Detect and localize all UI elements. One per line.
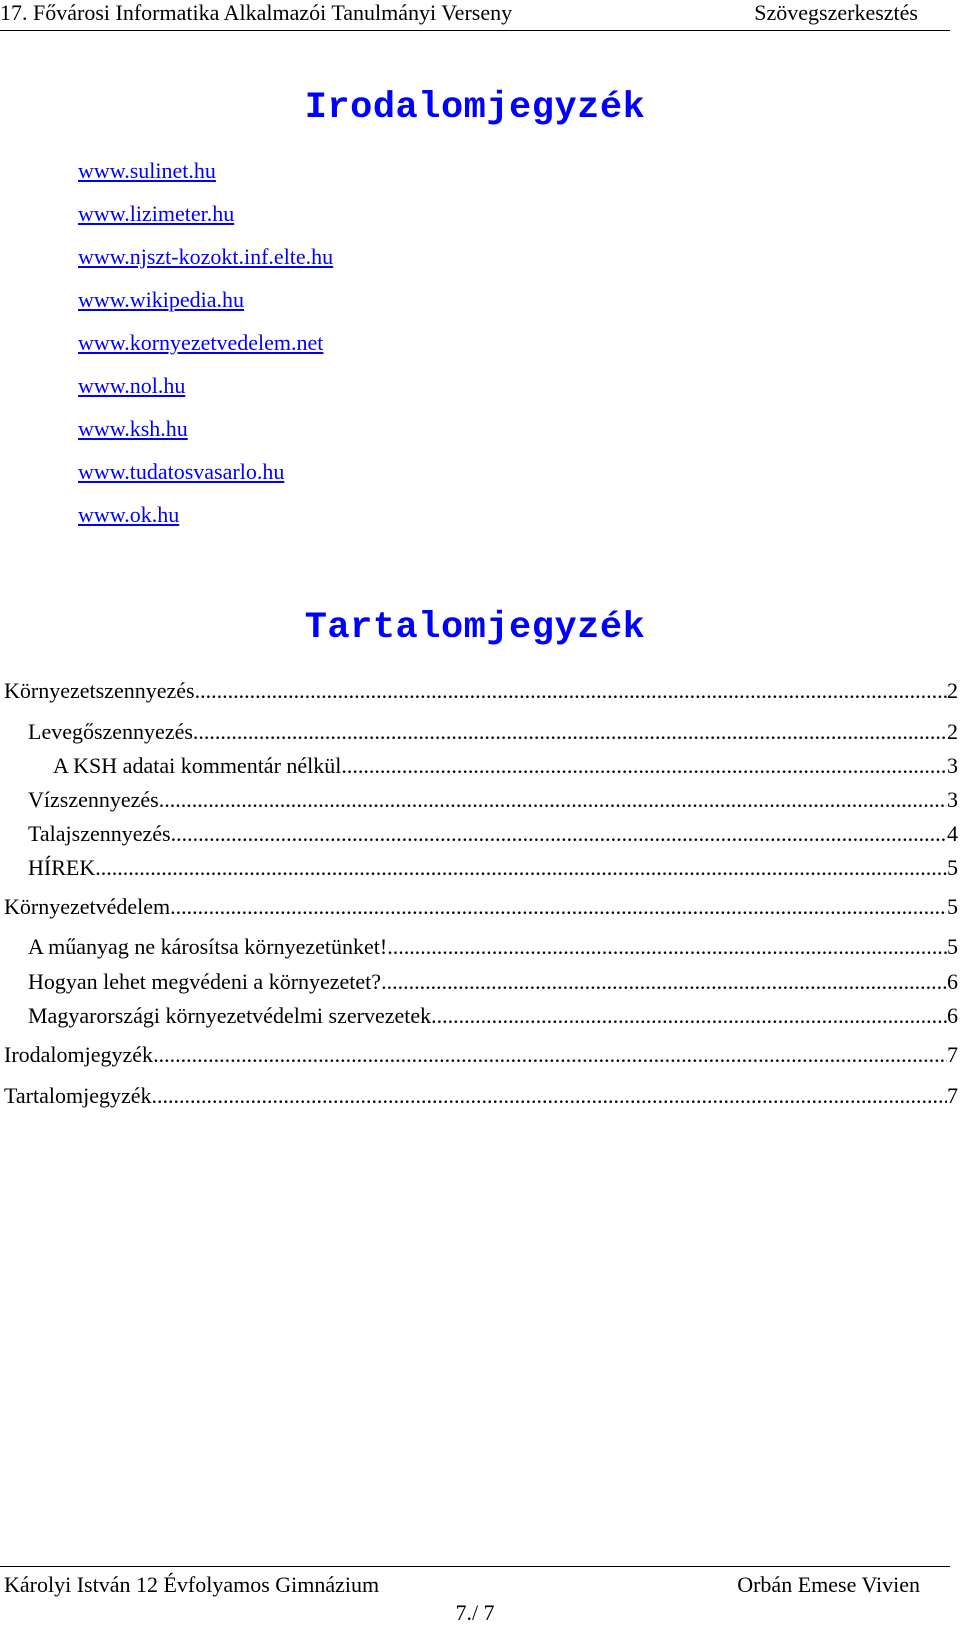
toc-entry[interactable]: [0, 1083, 958, 1117]
page-number: 7./ 7: [455, 1600, 495, 1625]
toc-entry-text: HÍREK: [28, 855, 96, 880]
list-item: [78, 502, 333, 545]
toc-entry-page: 5: [947, 894, 958, 919]
toc-entry[interactable]: [0, 787, 958, 821]
toc-entry-page: 7: [947, 1083, 958, 1108]
toc-leader-dots: [95, 855, 947, 881]
page-header: [0, 0, 950, 31]
toc-entry-text: A műanyag ne károsítsa környezetünket!: [28, 934, 388, 959]
toc-leader-dots: [193, 719, 947, 745]
bibliography-link[interactable]: www.kornyezetvedelem.net: [78, 330, 324, 355]
list-item: [78, 244, 333, 287]
toc-entry[interactable]: [0, 934, 958, 969]
toc-entry-page: 6: [947, 1003, 958, 1028]
toc-entry[interactable]: [0, 894, 958, 934]
toc-entry-text: Környezetszennyezés: [4, 678, 195, 703]
toc-entry[interactable]: [0, 1003, 958, 1042]
toc-leader-dots: [341, 753, 947, 779]
toc-entry-text: Magyarországi környezetvédelmi szervezetek: [28, 1003, 432, 1028]
toc-leader-dots: [171, 821, 947, 847]
bibliography-title: Irodalomjegyzék: [304, 87, 646, 129]
toc-leader-dots: [381, 969, 947, 995]
toc-entry-page: 3: [947, 787, 958, 812]
list-item: [78, 330, 333, 373]
bibliography-link[interactable]: www.lizimeter.hu: [78, 201, 235, 226]
toc-entry[interactable]: [0, 719, 958, 753]
toc-entry-page: 2: [947, 678, 958, 703]
toc-entry-page: 5: [947, 934, 958, 959]
list-item: [78, 158, 333, 201]
bibliography-list: [78, 158, 333, 545]
toc-entry[interactable]: [0, 821, 958, 855]
toc-leader-dots: [159, 787, 947, 813]
toc-title: Tartalomjegyzék: [304, 607, 646, 649]
toc-leader-dots: [195, 678, 947, 704]
list-item: [78, 287, 333, 330]
page-footer: [0, 1566, 950, 1625]
toc-entry-text: Környezetvédelem: [4, 894, 171, 919]
bibliography-link[interactable]: www.ksh.hu: [78, 416, 188, 441]
bibliography-link[interactable]: www.sulinet.hu: [78, 158, 216, 183]
toc-entry[interactable]: [0, 753, 958, 787]
toc-entry-text: Vízszennyezés: [28, 787, 159, 812]
toc-leader-dots: [170, 894, 947, 920]
bibliography-link[interactable]: www.nol.hu: [78, 373, 186, 398]
table-of-contents: [0, 678, 958, 1117]
list-item: [78, 373, 333, 416]
bibliography-link[interactable]: www.tudatosvasarlo.hu: [78, 459, 285, 484]
toc-entry-page: 4: [947, 821, 958, 846]
list-item: [78, 459, 333, 502]
footer-author: Orbán Emese Vivien: [737, 1572, 920, 1597]
bibliography-link[interactable]: www.wikipedia.hu: [78, 287, 244, 312]
toc-entry-page: 6: [947, 969, 958, 994]
toc-entry-text: Talajszennyezés: [28, 821, 171, 846]
toc-leader-dots: [431, 1003, 947, 1029]
toc-entry[interactable]: [0, 969, 958, 1003]
bibliography-link[interactable]: www.njszt-kozokt.inf.elte.hu: [78, 244, 334, 269]
toc-entry-page: 3: [947, 753, 958, 778]
toc-leader-dots: [153, 1042, 947, 1068]
toc-entry-page: 5: [947, 855, 958, 880]
toc-entry[interactable]: [0, 855, 958, 894]
toc-entry-text: A KSH adatai kommentár nélkül: [53, 753, 342, 778]
toc-leader-dots: [387, 934, 947, 960]
header-competition-title: 17. Fővárosi Informatika Alkalmazói Tanulmányi Verseny: [0, 0, 513, 25]
toc-entry-text: Irodalomjegyzék: [4, 1042, 154, 1067]
toc-entry-text: Tartalomjegyzék: [4, 1083, 152, 1108]
footer-school: Károlyi István 12 Évfolyamos Gimnázium: [4, 1572, 380, 1597]
toc-entry-page: 2: [947, 719, 958, 744]
toc-entry-page: 7: [947, 1042, 958, 1067]
list-item: [78, 416, 333, 459]
toc-entry[interactable]: [0, 1042, 958, 1083]
list-item: [78, 201, 333, 244]
toc-entry[interactable]: [0, 678, 958, 719]
toc-leader-dots: [152, 1083, 947, 1109]
bibliography-link[interactable]: www.ok.hu: [78, 502, 180, 527]
toc-entry-text: Levegőszennyezés: [28, 719, 193, 744]
toc-entry-text: Hogyan lehet megvédeni a környezetet?: [28, 969, 382, 994]
header-category: Szövegszerkesztés: [754, 0, 918, 25]
